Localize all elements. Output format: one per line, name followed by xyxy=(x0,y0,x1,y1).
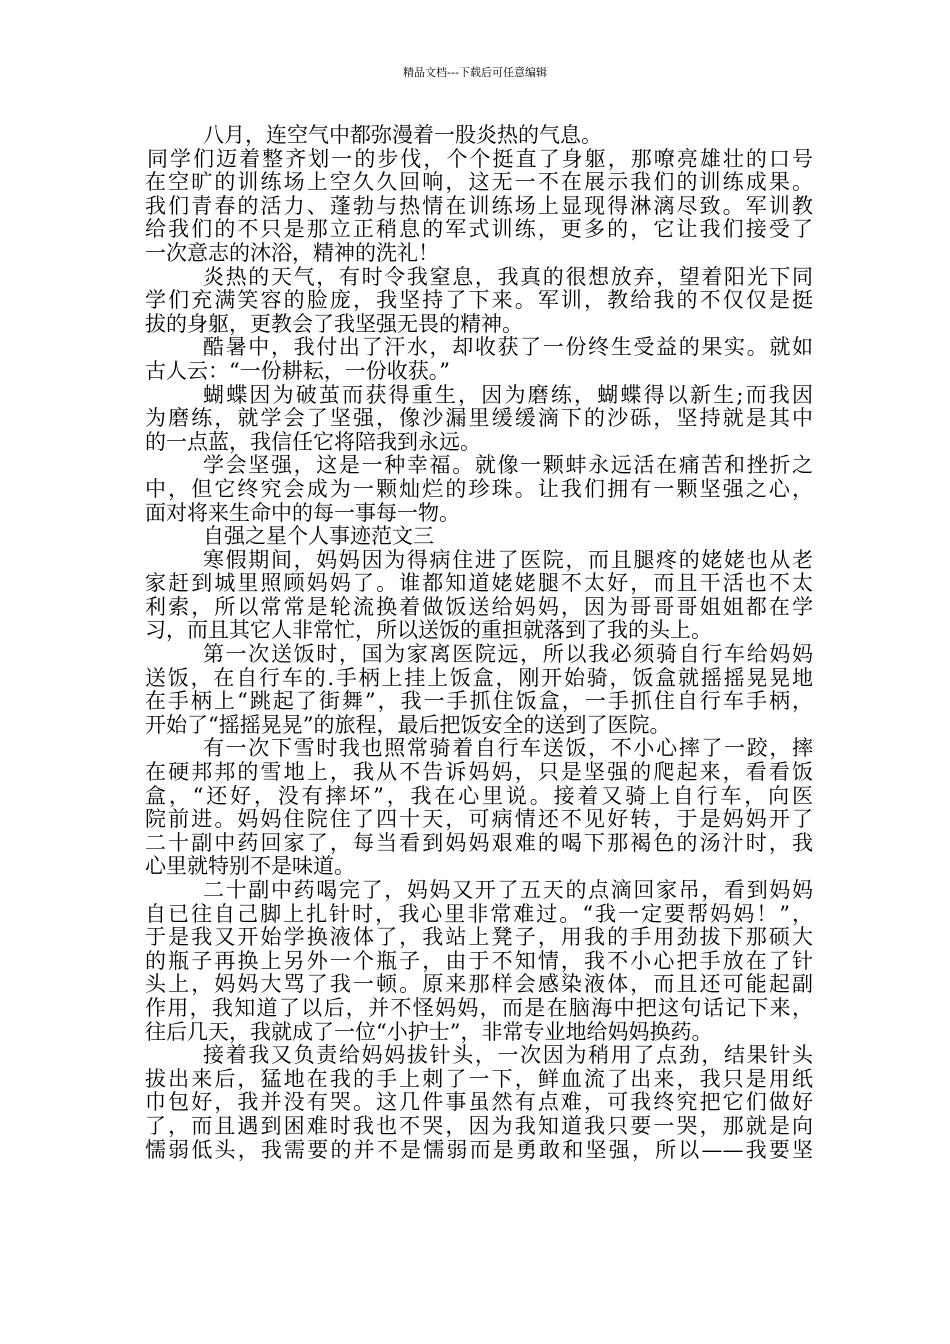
text-line: 自已往自己脚上扎针时，我心里非常难过。“我一定要帮妈妈！”， xyxy=(145,901,813,926)
text-line: 送饭，在自行车的.手柄上挂上饭盒，刚开始骑，饭盒就摇摇晃晃地 xyxy=(145,665,813,690)
text-line: 在空旷的训练场上空久久回响，这无一不在展示我们的训练成果。 xyxy=(145,170,813,195)
text-line: 于是我又开始学换液体了，我站上凳子，用我的手用劲拔下那硕大 xyxy=(145,925,813,950)
text-line: 第一次送饭时，国为家离医院远，所以我必须骑自行车给妈妈 xyxy=(203,642,813,667)
text-line: 八月，连空气中都弥漫着一股炎热的气息。 xyxy=(203,123,602,147)
text-line: 面对将来生命中的每一事每一物。 xyxy=(145,500,460,525)
text-line: 的一点蓝，我信任它将陪我到永远。 xyxy=(145,429,481,454)
text-line: 拔的身躯，更教会了我坚强无畏的精神。 xyxy=(145,311,523,336)
text-line: 学会坚强，这是一种幸福。就像一颗蚌永远活在痛苦和挫折之 xyxy=(203,453,813,478)
text-line: 蝴蝶因为破茧而获得重生，因为磨练，蝴蝶得以新生;而我因 xyxy=(203,382,813,407)
text-line: 一次意志的沐浴，精神的洗礼！ xyxy=(145,240,439,265)
text-line: 我们青春的活力、蓬勃与热情在训练场上显现得淋漓尽致。军训教 xyxy=(145,193,813,218)
text-line: 在手柄上“跳起了街舞”，我一手抓住饭盒，一手抓住自行车手柄， xyxy=(145,689,813,714)
text-line: 了，而且遇到困难时我也不哭，因为我知道我只要一哭，那就是向 xyxy=(145,1113,813,1138)
text-line: 学们充满笑容的脸庞，我坚持了下来。军训，教给我的不仅仅是挺 xyxy=(145,288,813,313)
text-line: 古人云：“一份耕耘，一份收获。” xyxy=(145,358,450,383)
text-line: 二十副中药回家了，每当看到妈妈艰难的喝下那褐色的汤汁时，我 xyxy=(145,830,813,855)
text-line: 盒，“还好，没有摔坏”，我在心里说。接着又骑上自行车，向医 xyxy=(145,783,813,808)
text-line: 作用，我知道了以后，并不怪妈妈，而是在脑海中把这句话记下来， xyxy=(145,995,813,1020)
text-line: 往后几天，我就成了一位“小护士”，非常专业地给妈妈换药。 xyxy=(145,1019,713,1044)
text-line: 炎热的天气，有时令我窒息，我真的很想放弃，望着阳光下同 xyxy=(203,264,813,289)
text-line: 接着我又负责给妈妈拔针头，一次因为稍用了点劲，结果针头 xyxy=(203,1043,813,1068)
text-line: 习，而且其它人非常忙，所以送饭的重担就落到了我的头上。 xyxy=(145,618,712,643)
text-line: 寒假期间，妈妈因为得病住进了医院，而且腿疼的姥姥也从老 xyxy=(203,547,813,572)
text-line: 开始了“摇摇晃晃”的旅程，最后把饭安全的送到了医院。 xyxy=(145,712,671,737)
document-body xyxy=(145,124,813,1162)
text-line: 利索，所以常常是轮流换着做饭送给妈妈，因为哥哥哥姐姐都在学 xyxy=(145,594,813,619)
text-line: 院前进。妈妈住院住了四十天，可病情还不见好转，于是妈妈开了 xyxy=(145,807,813,832)
section-heading: 自强之星个人事迹范文三 xyxy=(203,524,434,549)
text-line: 酷暑中，我付出了汗水，却收获了一份终生受益的果实。就如 xyxy=(203,335,813,360)
text-line: 二十副中药喝完了，妈妈又开了五天的点滴回家吊，看到妈妈 xyxy=(203,878,813,902)
text-line: 巾包好，我并没有哭。这几件事虽然有点难，可我终究把它们做好 xyxy=(145,1090,813,1115)
text-line: 家赶到城里照顾妈妈了。谁都知道姥姥腿不太好，而且干活也不太 xyxy=(145,571,813,596)
text-line: 有一次下雪时我也照常骑着自行车送饭，不小心摔了一跤，摔 xyxy=(203,736,813,761)
text-line: 的瓶子再换上另外一个瓶子，由于不知情，我不小心把手放在了针 xyxy=(145,948,813,973)
text-line: 同学们迈着整齐划一的步伐，个个挺直了身躯，那嘹亮雄壮的口号 xyxy=(147,146,813,171)
page-header: 精品文档---下载后可任意编辑 xyxy=(403,66,547,79)
text-line: 为磨练，就学会了坚强，像沙漏里缓缓滴下的沙砾，坚持就是其中 xyxy=(145,406,813,431)
text-line: 头上，妈妈大骂了我一顿。原来那样会感染液体，而且还可能起副 xyxy=(145,972,813,997)
text-line: 懦弱低头，我需要的并不是懦弱而是勇敢和坚强，所以——我要坚 xyxy=(145,1137,813,1162)
text-line: 拔出来后，猛地在我的手上刺了一下，鲜血流了出来，我只是用纸 xyxy=(145,1066,813,1091)
text-line: 心里就特别不是味道。 xyxy=(145,854,355,879)
text-line: 在硬邦邦的雪地上，我从不告诉妈妈，只是坚强的爬起来，看看饭 xyxy=(145,760,813,785)
text-line: 中，但它终究会成为一颗灿烂的珍珠。让我们拥有一颗坚强之心， xyxy=(145,476,813,501)
text-line: 给我们的不只是那立正稍息的军式训练，更多的，它让我们接受了 xyxy=(145,217,813,242)
